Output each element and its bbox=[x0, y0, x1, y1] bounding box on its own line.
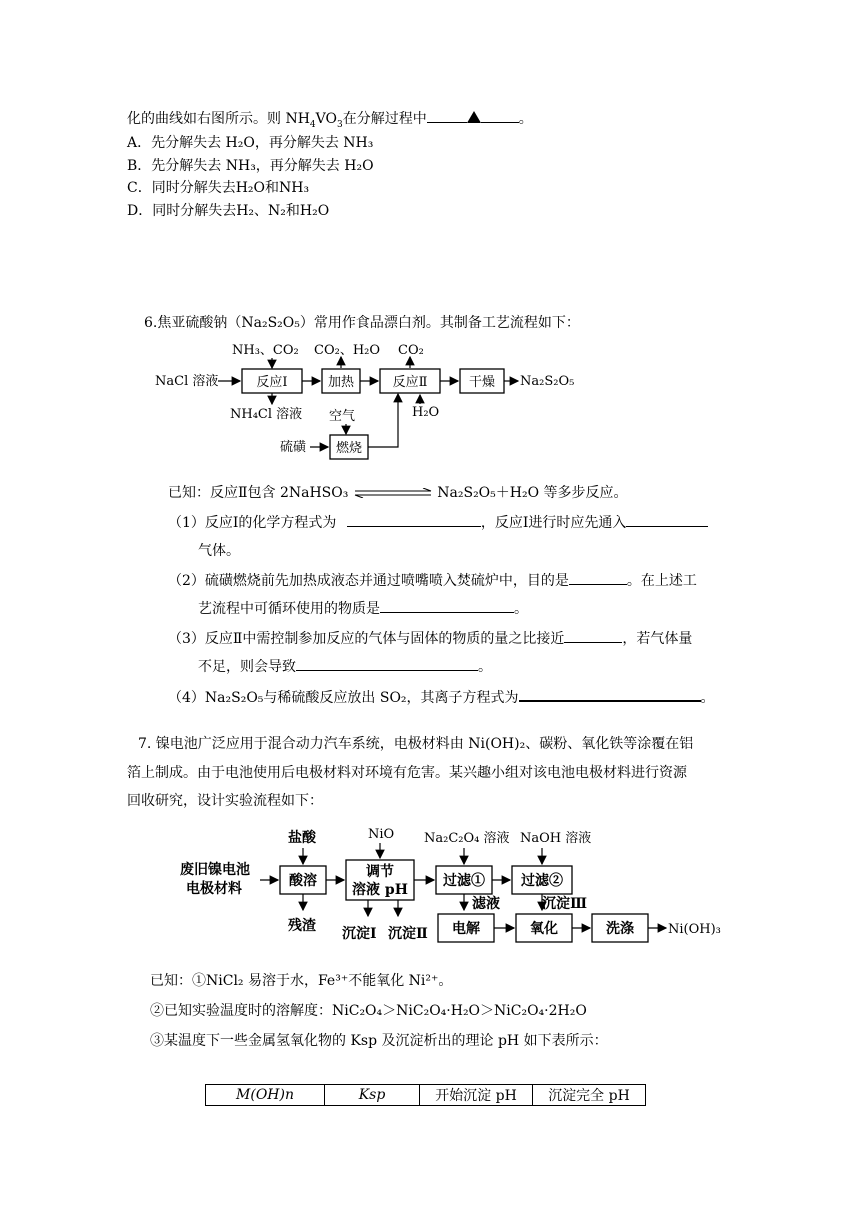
ksp-table bbox=[205, 1084, 646, 1106]
q5-stem-text: 化的曲线如右图所示。则 NH bbox=[127, 111, 310, 127]
q7-stem-3: 回收研究，设计实验流程如下： bbox=[127, 793, 323, 809]
answer-blank-2[interactable] bbox=[481, 108, 519, 123]
q6-p2-text-3: 艺流程中可循环使用的物质是 bbox=[198, 601, 380, 617]
q6-part2-tail bbox=[198, 598, 528, 618]
q6-stem: 6.焦亚硫酸钠（Na₂S₂O₅）常用作食品漂白剂。其制备工艺流程如下： bbox=[144, 315, 580, 331]
q6-p3-text-4: 。 bbox=[478, 659, 492, 675]
flow-adjust-2: 溶液 pH bbox=[352, 882, 408, 898]
q6-part3-tail bbox=[198, 656, 492, 676]
q6-part3 bbox=[168, 628, 692, 648]
flow-co2h2o: CO₂、H₂O bbox=[314, 343, 381, 358]
answer-blank[interactable] bbox=[296, 656, 478, 671]
q7-known-1: 已知：①NiCl₂ 易溶于水，Fe³⁺不能氧化 Ni²⁺。 bbox=[150, 973, 453, 989]
flow-product: Ni(OH)₃ bbox=[668, 922, 721, 937]
flow-air: 空气 bbox=[329, 409, 356, 424]
q6-p3-text-2: ，若气体量 bbox=[622, 631, 693, 647]
q5-option-c: C．同时分解失去H₂O和NH₃ bbox=[127, 180, 310, 196]
flow-r1-label: 反应Ⅰ bbox=[256, 375, 288, 390]
flow-electro-label: 电解 bbox=[452, 921, 480, 937]
flow-sulfur: 硫磺 bbox=[280, 440, 307, 455]
col-header-moh: M(OH)n bbox=[206, 1085, 325, 1106]
q7-stem-1: 7. 镍电池广泛应用于混合动力汽车系统，电极材料由 Ni(OH)₂、碳粉、氧化铁等涂覆在铝 bbox=[138, 736, 694, 752]
q7-stem-2: 箔上制成。由于电池使用后电极材料对环境有危害。某兴趣小组对该电池电极材料进行资源 bbox=[127, 765, 687, 781]
flow-nh3co2: NH₃、CO₂ bbox=[232, 343, 299, 358]
q7-known-3: ③某温度下一些金属氢氧化物的 Ksp 及沉淀析出的理论 pH 如下表所示： bbox=[150, 1033, 608, 1049]
flow-filtrate: 滤液 bbox=[472, 896, 500, 912]
answer-blank[interactable] bbox=[380, 598, 514, 613]
answer-blank[interactable] bbox=[347, 512, 481, 527]
q6-p4-text-2: 。 bbox=[700, 690, 715, 706]
q6-p3-text: （3）反应Ⅱ中需控制参加反应的气体与固体的物质的量之比接近 bbox=[168, 631, 565, 647]
answer-blank[interactable] bbox=[427, 108, 467, 123]
flow-h2o: H₂O bbox=[412, 405, 440, 420]
q5-option-a: A．先分解失去 H₂O，再分解失去 NH₃ bbox=[127, 135, 374, 151]
flow-nh4cl: NH₄Cl 溶液 bbox=[230, 407, 303, 422]
q6-p1-text-2: ，反应Ⅰ进行时应先通入 bbox=[480, 515, 627, 531]
q6-known-text-2: Na₂S₂O₅＋H₂O 等多步反应。 bbox=[437, 485, 628, 501]
col-header-start-ph: 开始沉淀 pH bbox=[420, 1085, 533, 1106]
flow-dissolve-label: 酸溶 bbox=[289, 873, 317, 889]
q5-stem-end: 。 bbox=[518, 111, 533, 127]
flow-adjust-1: 调节 bbox=[366, 864, 394, 880]
flow-ppt1: 沉淀Ⅰ bbox=[342, 926, 377, 942]
answer-blank[interactable] bbox=[569, 570, 627, 585]
answer-blank[interactable] bbox=[564, 628, 622, 643]
flow-r2-label: 反应Ⅱ bbox=[392, 375, 428, 390]
q5-option-d: D．同时分解失去H₂、N₂和H₂O bbox=[127, 203, 330, 219]
col-header-ksp: Ksp bbox=[325, 1085, 420, 1106]
q6-part2 bbox=[168, 570, 697, 590]
flow-naoh: NaOH 溶液 bbox=[520, 831, 592, 846]
flow-ppt2: 沉淀Ⅱ bbox=[388, 926, 428, 942]
equilibrium-arrow-icon bbox=[353, 488, 433, 498]
q6-part4 bbox=[168, 686, 715, 707]
flow-waste-2: 电极材料 bbox=[186, 881, 242, 897]
q6-p2-text: （2）硫磺燃烧前先加热成液态并通过喷嘴喷入焚硫炉中，目的是 bbox=[168, 573, 569, 589]
q6-p1-text: （1）反应Ⅰ的化学方程式为 bbox=[168, 515, 337, 531]
flow-residue: 残渣 bbox=[288, 918, 316, 934]
q6-p2-text-4: 。 bbox=[514, 601, 528, 617]
q7-known-2: ②已知实验温度时的溶解度：NiC₂O₄＞NiC₂O₄·H₂O＞NiC₂O₄·2H₂O bbox=[150, 1003, 587, 1019]
flow-oxid-label: 氧化 bbox=[530, 921, 558, 937]
q7-flow-diagram bbox=[180, 822, 740, 948]
flow-ppt3: 沉淀Ⅲ bbox=[542, 896, 588, 912]
q6-p2-text-2: 。在上述工 bbox=[626, 573, 697, 589]
q5-stem-text-3: 在分解过程中 bbox=[342, 111, 427, 127]
flow-nio: NiO bbox=[368, 827, 395, 842]
q6-known-text: 已知：反应Ⅱ包含 2NaHSO₃ bbox=[168, 485, 349, 501]
flow-hcl: 盐酸 bbox=[288, 830, 316, 846]
col-header-complete-ph: 沉淀完全 pH bbox=[533, 1085, 646, 1106]
q6-flow-diagram bbox=[150, 338, 600, 466]
q6-p4-text: （4）Na₂S₂O₅与稀硫酸反应放出 SO₂，其离子方程式为 bbox=[168, 690, 519, 706]
q5-stem-text-2: VO bbox=[315, 111, 337, 127]
answer-blank[interactable] bbox=[519, 686, 701, 702]
q6-p3-text-3: 不足，则会导致 bbox=[198, 659, 296, 675]
flow-na2c2o4: Na₂C₂O₄ 溶液 bbox=[424, 831, 510, 846]
flow-nacl: NaCl 溶液 bbox=[155, 374, 219, 389]
flow-waste-1: 废旧镍电池 bbox=[180, 862, 250, 878]
q6-part1-tail: 气体。 bbox=[198, 543, 240, 559]
q6-known bbox=[168, 482, 628, 502]
triangle-marker-icon bbox=[467, 111, 481, 123]
flow-arrow bbox=[368, 394, 398, 447]
flow-wash-label: 洗涤 bbox=[606, 921, 634, 937]
q5-stem: 化的曲线如右图所示。则 $NH_4VO_3$在分解过程中 。 bbox=[127, 108, 533, 130]
flow-co2: CO₂ bbox=[398, 343, 424, 358]
flow-filter2-label: 过滤② bbox=[521, 873, 563, 889]
answer-blank[interactable] bbox=[626, 512, 708, 527]
flow-filter1-label: 过滤① bbox=[443, 873, 485, 889]
flow-product: Na₂S₂O₅ bbox=[520, 374, 575, 389]
flow-heat-label: 加热 bbox=[327, 375, 355, 390]
q5-option-b: B．先分解失去 NH₃，再分解失去 H₂O bbox=[127, 158, 374, 174]
q6-part1 bbox=[168, 512, 708, 532]
flow-burn-label: 燃烧 bbox=[335, 441, 363, 456]
flow-dry-label: 干燥 bbox=[468, 375, 496, 390]
table-header-row bbox=[206, 1085, 646, 1106]
